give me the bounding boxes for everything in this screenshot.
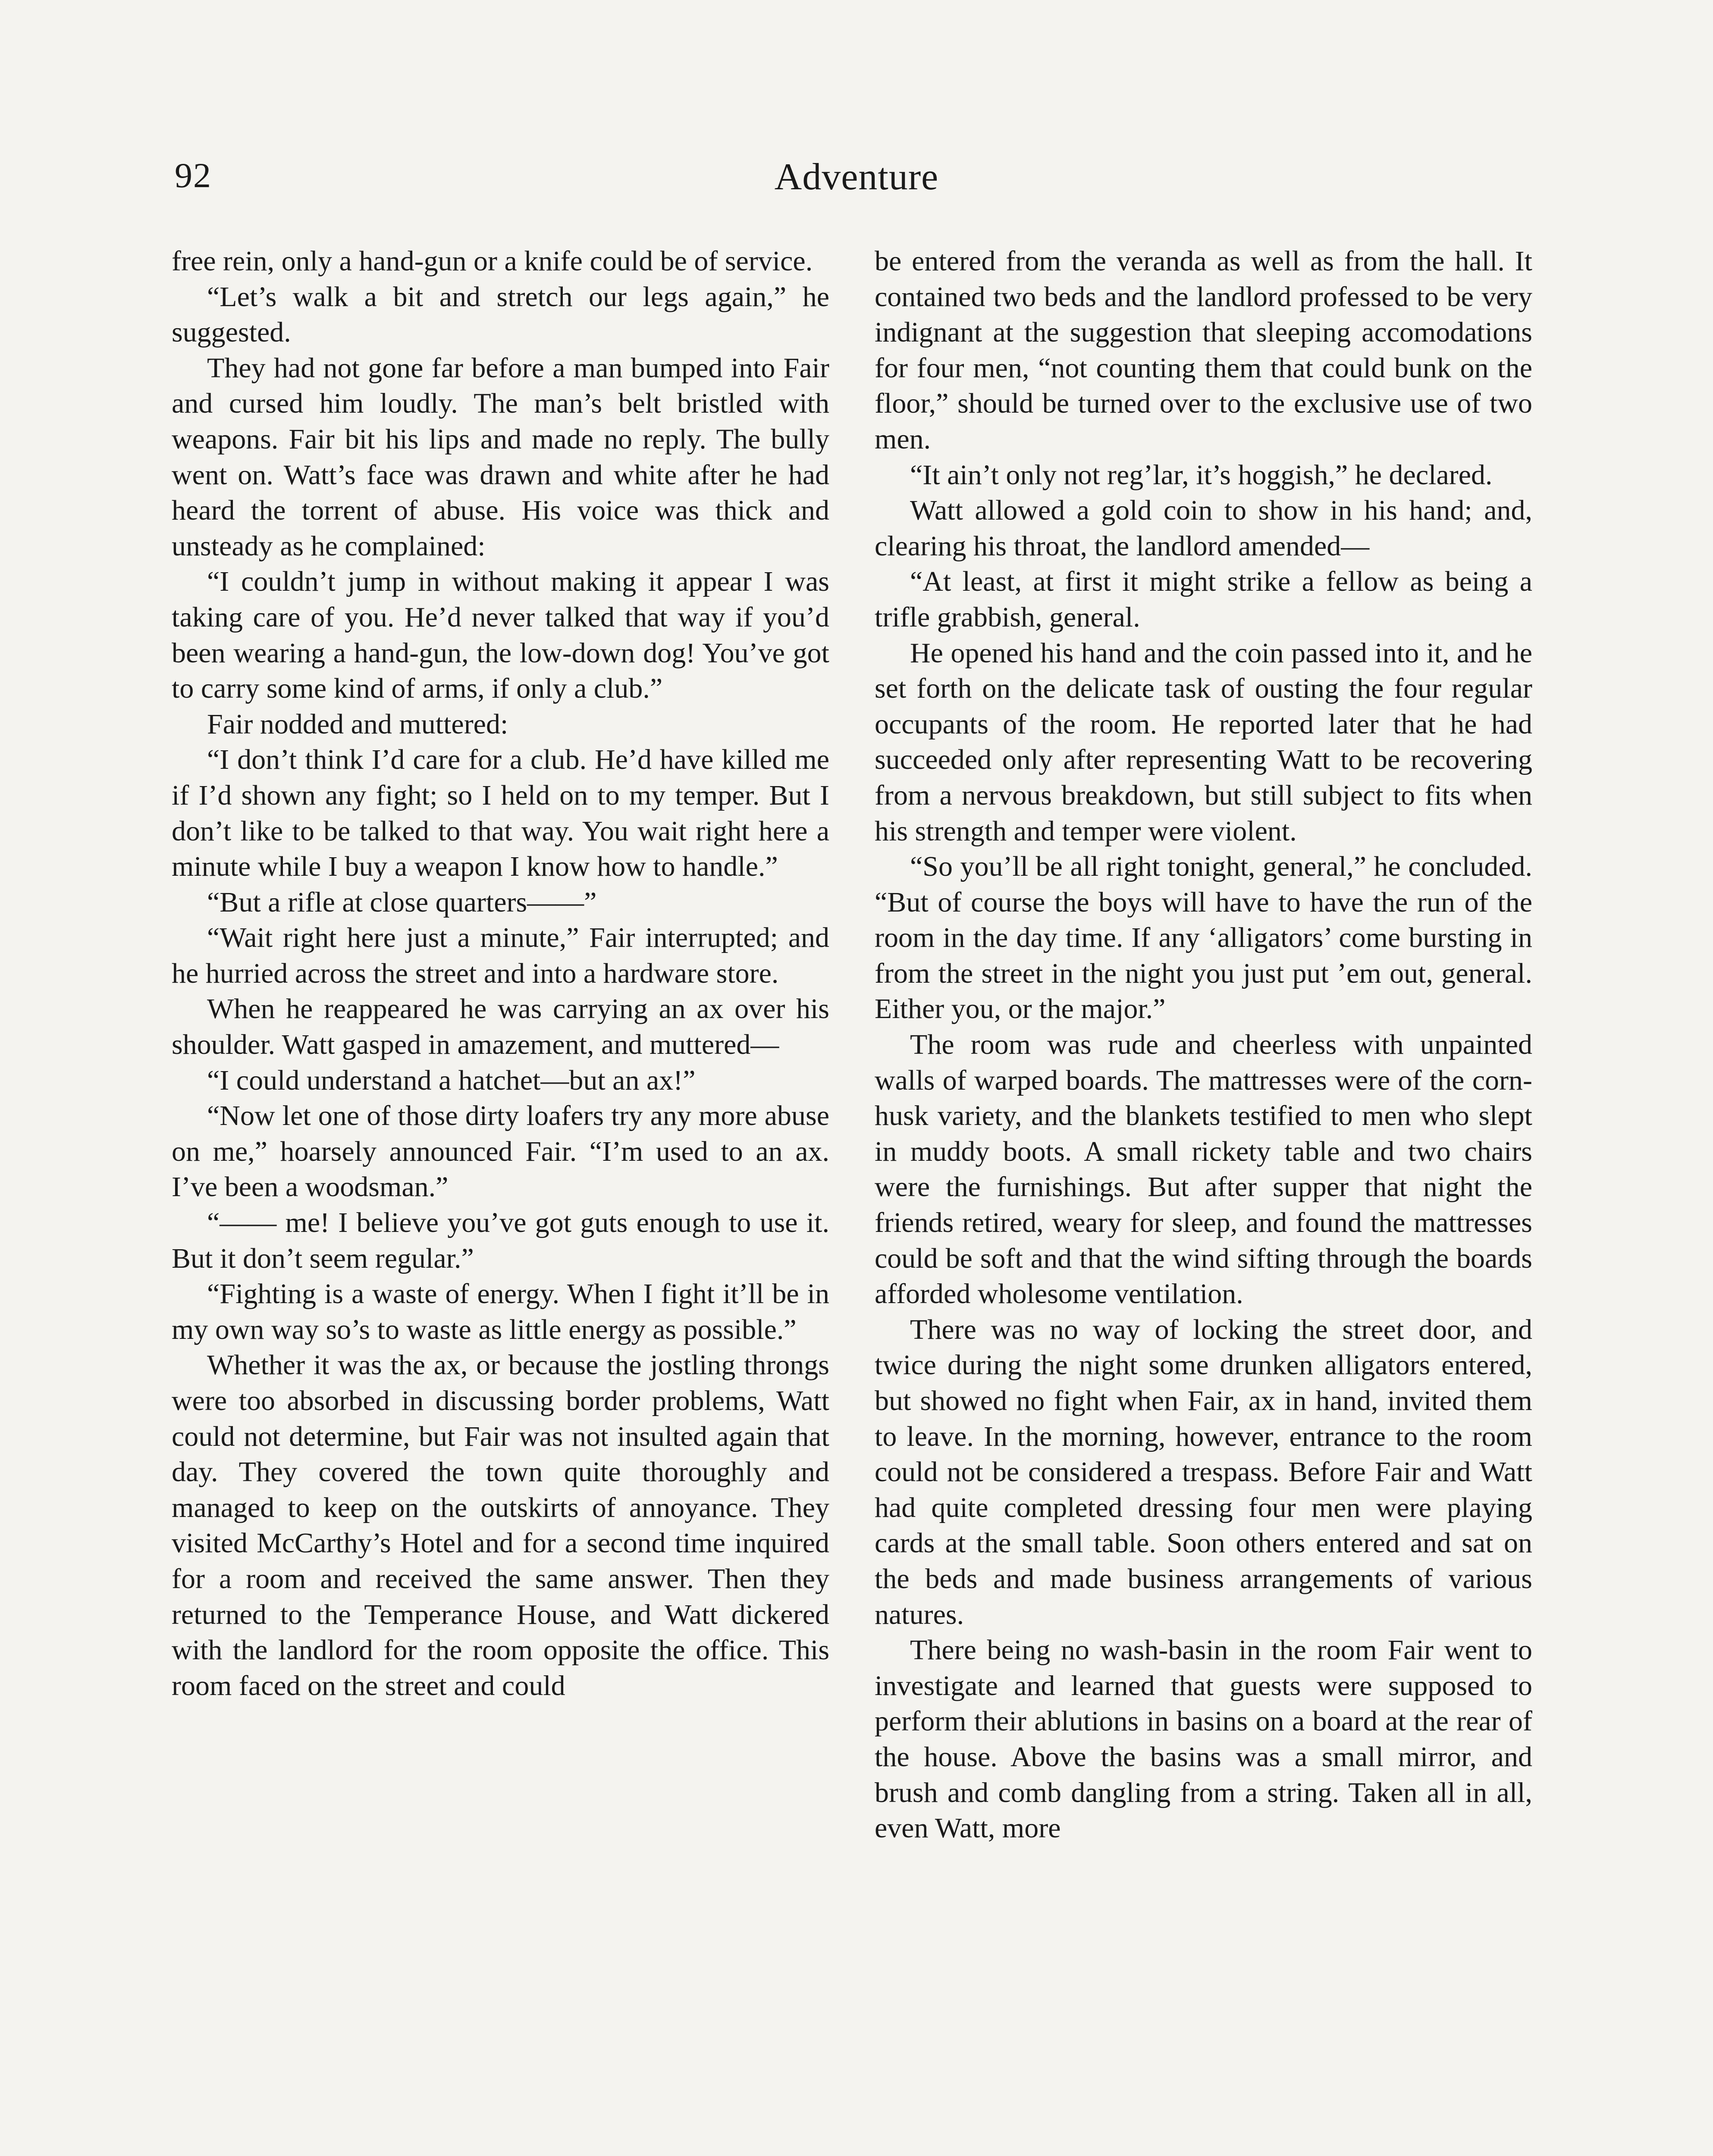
paragraph: He opened his hand and the coin passed into it, and he set forth on the delicate task of ousting the four regular occupants of the room. He reported later that he had succeeded only after representing Watt to be recovering from a nervous breakdown, but still subject to fits when his strength and temper were violent. — [875, 637, 1532, 847]
paragraph: When he reappeared he was carrying an ax over his shoulder. Watt gasped in amazement, and muttered— — [172, 993, 829, 1061]
left-column — [172, 244, 829, 1704]
paragraph: They had not gone far before a man bumped into Fair and cursed him loudly. The man’s belt bristled with weapons. Fair bit his lips and made no reply. The bully went on. Watt’s face was drawn and white after he had heard the torrent of abuse. His voice was thick and unsteady as he complained: — [172, 352, 829, 562]
paragraph: “Wait right here just a minute,” Fair interrupted; and he hurried across the street and into a hardware store. — [172, 922, 829, 989]
paragraph: Fair nodded and muttered: — [207, 708, 508, 740]
paragraph: “I could understand a hatchet—but an ax!” — [207, 1064, 696, 1096]
paragraph: Whether it was the ax, or because the jostling throngs were too absorbed in discussing border problems, Watt could not determine, but Fair was not insulted again that day. They covered the town quite thoroughly and managed to keep on the outskirts of annoyance. They visited McCarthy’s Hotel and for a second time inquired for a room and received the same answer. Then they returned to the Temperance House, and Watt dickered with the landlord for the room opposite the office. This room faced on the street and could — [172, 1349, 829, 1702]
paragraph: “I couldn’t jump in without making it appear I was taking care of you. He’d never talked that way if you’d been wearing a hand-gun, the low-down dog! You’ve got to carry some kind of arms, if only a club.” — [172, 566, 829, 705]
paragraph: “So you’ll be all right tonight, general,” he concluded. “But of course the boys will have to have the run of the room in the day time. If any ‘alligators’ come bursting in from the street in the night you just put ’em out, general. Either you, or the major.” — [875, 851, 1532, 1025]
running-title: Adventure — [774, 156, 939, 198]
paragraph: “Fighting is a waste of energy. When I fight it’ll be in my own way so’s to waste as little energy as possible.” — [172, 1278, 829, 1345]
paragraph: “It ain’t only not reg’lar, it’s hoggish,” he declared. — [910, 459, 1493, 491]
paragraph: The room was rude and cheerless with unpainted walls of warped boards. The mattresses were of the corn-husk variety, and the blankets testified to men who slept in muddy boots. A small rickety table and two chairs were the furnishings. But after supper that night the friends retired, weary for sleep, and found the mattresses could be soft and that the wind sifting through the boards afforded wholesome ventilation. — [875, 1029, 1532, 1310]
page-number: 92 — [175, 156, 212, 195]
paragraph: There was no way of locking the street door, and twice during the night some drunken alligators entered, but showed no fight when Fair, ax in hand, invited them to leave. In the morning, however, entrance to the room could not be considered a trespass. Before Fair and Watt had quite completed dressing four men were playing cards at the small table. Soon others entered and sat on the beds and made business arrangements of various natures. — [875, 1313, 1532, 1630]
paragraph: There being no wash-basin in the room Fair went to investigate and learned that guests were supposed to perform their ablutions in basins on a board at the rear of the house. Above the basins was a small mirror, and brush and comb dangling from a string. Taken all in all, even Watt, more — [875, 1634, 1532, 1844]
paragraph: “—— me! I believe you’ve got guts enough to use it. But it don’t seem regular.” — [172, 1207, 829, 1274]
paragraph: be entered from the veranda as well as from the hall. It contained two beds and the landlord professed to be very indignant at the suggestion that sleeping accomodations for four men, “not counting them that could bunk on the floor,” should be turned over to the exclusive use of two men. — [875, 245, 1532, 455]
paragraph: “But a rifle at close quarters——” — [207, 886, 597, 918]
paragraph: “I don’t think I’d care for a club. He’d have killed me if I’d shown any fight; so I held on to my temper. But I don’t like to be talked to that way. You wait right here a minute while I buy a weapon I know how to handle.” — [172, 744, 829, 883]
paragraph: “Now let one of those dirty loafers try any more abuse on me,” hoarsely announced Fair. “I’m used to an ax. I’ve been a woodsman.” — [172, 1100, 829, 1203]
paragraph: free rein, only a hand-gun or a knife could be of service. — [172, 245, 813, 277]
paragraph: Watt allowed a gold coin to show in his hand; and, clearing his throat, the landlord amended— — [875, 495, 1532, 562]
paragraph: “Let’s walk a bit and stretch our legs again,” he suggested. — [172, 281, 829, 348]
right-column — [875, 244, 1532, 1846]
paragraph: “At least, at first it might strike a fellow as being a trifle grabbish, general. — [875, 566, 1532, 633]
